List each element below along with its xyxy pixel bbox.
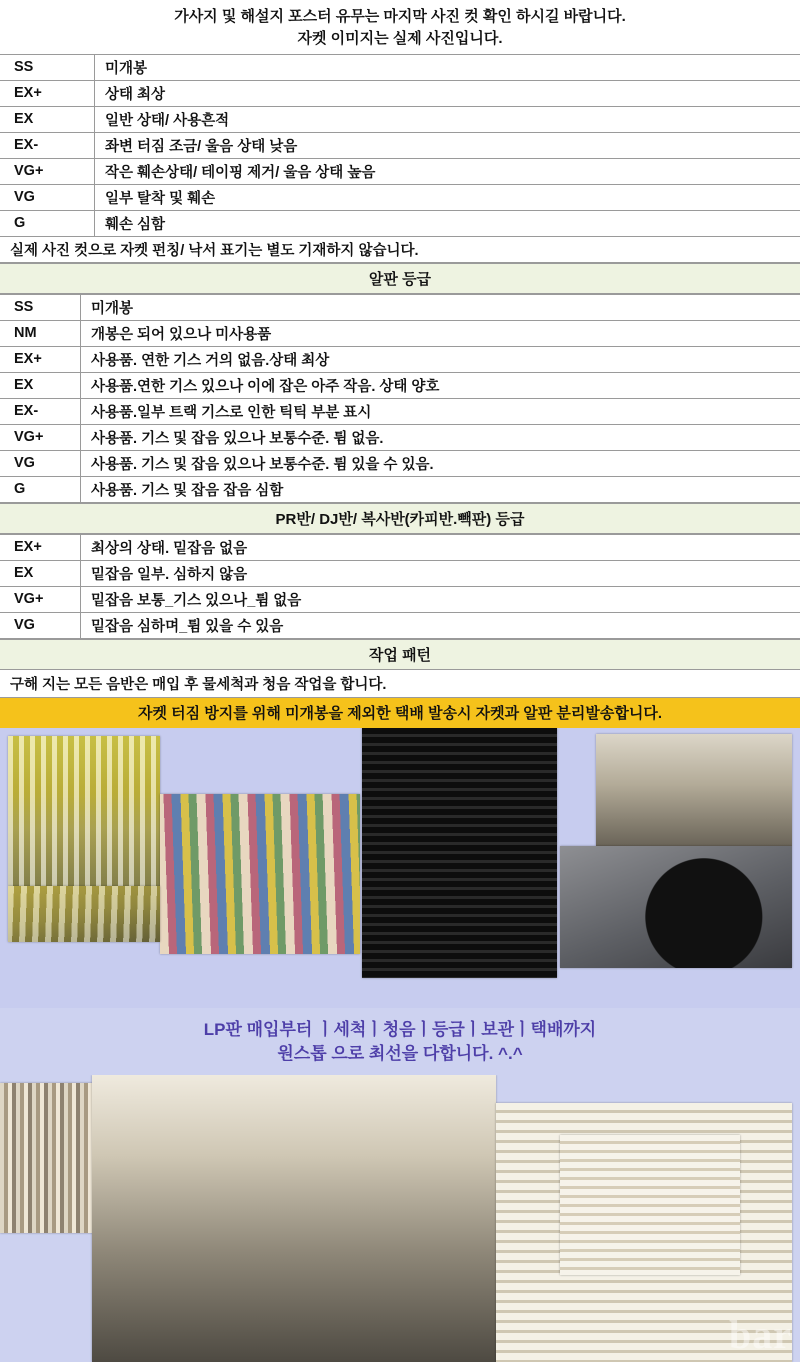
- top-notice: [0, 0, 800, 54]
- grade-code: VG: [0, 612, 81, 638]
- work-section-title: 작업 패턴: [0, 639, 800, 670]
- grade-code: NM: [0, 320, 81, 346]
- grade-desc: 사용품. 기스 및 잡음 있으나 보통수준. 튐 없음.: [81, 424, 800, 450]
- pr-section-title: PR반/ DJ반/ 복사반(카피반.빽판) 등급: [0, 503, 800, 534]
- grade-desc: 사용품.일부 트랙 기스로 인한 틱틱 부분 표시: [81, 398, 800, 424]
- grade-desc: 일반 상태/ 사용흔적: [95, 106, 800, 132]
- grade-code: EX: [0, 560, 81, 586]
- jacket-footnote: 실제 사진 컷으로 자켓 펀칭/ 낙서 표기는 별도 기재하지 않습니다.: [0, 236, 800, 262]
- grade-desc: 미개봉: [81, 294, 800, 320]
- table-row: [0, 476, 800, 502]
- grade-desc: 훼손 심함: [95, 210, 800, 236]
- grade-desc: 작은 훼손상태/ 테이핑 제거/ 울음 상태 높음: [95, 158, 800, 184]
- disc-section-title: 알판 등급: [0, 263, 800, 294]
- table-row: [0, 450, 800, 476]
- photo-crate-row: [8, 886, 160, 942]
- photo-album-covers-closeup: [160, 794, 360, 954]
- photo-collage-top: [0, 728, 800, 1008]
- grade-desc: 밑잡음 심하며_튐 있을 수 있음: [81, 612, 800, 638]
- pr-grade-table: [0, 534, 800, 639]
- grade-code: EX+: [0, 346, 81, 372]
- table-row: [0, 80, 800, 106]
- table-row: [0, 424, 800, 450]
- grade-desc: 밑잡음 보통_기스 있으나_튐 없음: [81, 586, 800, 612]
- grade-code: SS: [0, 294, 81, 320]
- grade-desc: 미개봉: [95, 54, 800, 80]
- grade-code: VG+: [0, 424, 81, 450]
- photo-record-shelf-room: [596, 734, 792, 846]
- highlight-banner: 자켓 터짐 방지를 위해 미개봉을 제외한 택배 발송시 자켓과 알판 분리발송합니다.: [0, 698, 800, 728]
- watermark: bar: [729, 1311, 792, 1358]
- grade-code: VG+: [0, 158, 95, 184]
- grade-code: EX: [0, 372, 81, 398]
- table-row: [0, 294, 800, 320]
- table-row: [0, 158, 800, 184]
- grade-desc: 사용품. 기스 및 잡음 있으나 보통수준. 튐 있을 수 있음.: [81, 450, 800, 476]
- grade-code: EX: [0, 106, 95, 132]
- notice-line-2: 자켓 이미지는 실제 사진입니다.: [10, 28, 790, 50]
- table-row: [0, 346, 800, 372]
- photo-turntable: [560, 846, 792, 968]
- photo-stack-detail: [560, 1135, 740, 1275]
- photo-storage-aisle: [92, 1075, 496, 1362]
- photo-yellow-crates-records: [8, 736, 160, 886]
- grade-desc: 최상의 상태. 밑잡음 없음: [81, 534, 800, 560]
- table-row: [0, 54, 800, 80]
- mid-caption-line-1: LP판 매입부터 ㅣ세척ㅣ청음ㅣ등급ㅣ보관ㅣ택배까지: [0, 1018, 800, 1043]
- grade-code: VG: [0, 450, 81, 476]
- table-row: [0, 560, 800, 586]
- grade-code: EX-: [0, 398, 81, 424]
- grade-desc: 사용품.연한 기스 있으나 이에 잡은 아주 작음. 상태 양호: [81, 372, 800, 398]
- table-row: [0, 210, 800, 236]
- mid-caption-line-2: 원스톱 으로 최선을 다합니다. ^.^: [0, 1042, 800, 1067]
- jacket-grade-table: [0, 54, 800, 263]
- photo-vinyl-stack: [362, 728, 557, 978]
- grade-code: EX+: [0, 80, 95, 106]
- notice-line-1: 가사지 및 해설지 포스터 유무는 마지막 사진 컷 확인 하시길 바랍니다.: [10, 6, 790, 28]
- grade-desc: 사용품. 연한 기스 거의 없음.상태 최상: [81, 346, 800, 372]
- grade-desc: 개봉은 되어 있으나 미사용품: [81, 320, 800, 346]
- work-description: 구해 지는 모든 음반은 매입 후 물세척과 청음 작업을 합니다.: [0, 670, 800, 698]
- grade-desc: 일부 탈착 및 훼손: [95, 184, 800, 210]
- table-row: [0, 184, 800, 210]
- disc-grade-table: [0, 294, 800, 503]
- table-row: [0, 372, 800, 398]
- grade-desc: 상태 최상: [95, 80, 800, 106]
- grade-desc: 사용품. 기스 및 잡음 잡음 심함: [81, 476, 800, 502]
- table-row: [0, 320, 800, 346]
- grade-code: EX+: [0, 534, 81, 560]
- grade-code: VG: [0, 184, 95, 210]
- grade-desc: 좌변 터짐 조금/ 울음 상태 낮음: [95, 132, 800, 158]
- grade-desc: 밑잡음 일부. 심하지 않음: [81, 560, 800, 586]
- table-row: [0, 106, 800, 132]
- mid-caption: [0, 1008, 800, 1075]
- table-row: [0, 534, 800, 560]
- table-row: [0, 132, 800, 158]
- grade-code: SS: [0, 54, 95, 80]
- table-row: [0, 612, 800, 638]
- grade-code: EX-: [0, 132, 95, 158]
- table-row: [0, 398, 800, 424]
- jacket-footnote-row: [0, 236, 800, 262]
- grade-code: G: [0, 210, 95, 236]
- photo-collage-bottom: [0, 1075, 800, 1362]
- table-row: [0, 586, 800, 612]
- grade-code: VG+: [0, 586, 81, 612]
- grade-code: G: [0, 476, 81, 502]
